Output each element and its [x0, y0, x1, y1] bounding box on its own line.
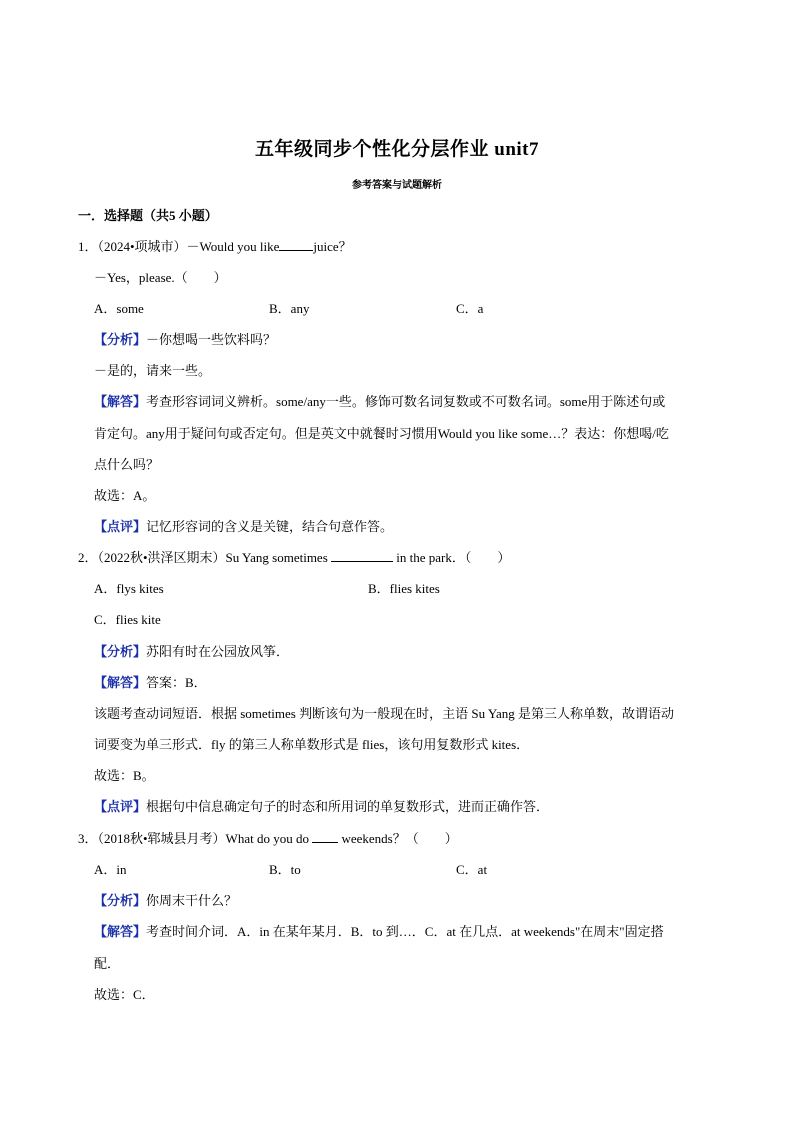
q2-blank [331, 549, 393, 562]
q1-answer [94, 393, 665, 411]
q3-stem [78, 830, 458, 848]
q2-comment-text: 根据句中信息确定句子的时态和所用词的单复数形式，进而正确作答． [146, 799, 550, 814]
q2-explanation-line2: 词要变为单三形式．fly 的第三人称单数形式是 flies，该句用复数形式 kites． [94, 737, 530, 752]
q1-option-a: A．some [94, 301, 144, 316]
q2-option-c: C．flies kite [94, 612, 161, 627]
q1-option-c: C．a [456, 301, 484, 316]
q3-option-a: A．in [94, 862, 127, 877]
analysis-tag: 【分析】 [94, 332, 147, 347]
answer-tag: 【解答】 [94, 675, 147, 690]
q2-answer-text: 答案：B． [146, 675, 207, 690]
q2-choice: 故选：B。 [94, 768, 155, 783]
q1-option-b: B．any [269, 301, 310, 316]
q1-analysis [94, 331, 276, 349]
analysis-tag: 【分析】 [94, 893, 147, 908]
comment-tag: 【点评】 [94, 519, 147, 534]
analysis-tag: 【分析】 [94, 644, 147, 659]
q2-comment [94, 798, 549, 816]
q3-option-c: C．at [456, 862, 488, 877]
q2-analysis [94, 643, 289, 661]
q3-stem-text: 3．（2018秋•郓城县月考）What do you do [78, 831, 309, 846]
q2-explanation-line1: 该题考查动词短语．根据 sometimes 判断该句为一般现在时，主语 Su Yang 是第三人称单数，故谓语动 [94, 706, 674, 721]
q2-answer [94, 674, 207, 692]
q1-stem-line2: －Yes，please.（ ） [94, 270, 227, 285]
q1-analysis-line2: －是的，请来一些。 [94, 363, 212, 378]
answer-tag: 【解答】 [94, 394, 147, 409]
answer-tag: 【解答】 [94, 924, 147, 939]
q1-comment-text: 记忆形容词的含义是关键，结合句意作答。 [146, 519, 394, 534]
q3-answer-text: 考查时间介词．A．in 在某年某月．B．to 到…．C．at 在几点．at weekends"在周末"固定搭 [146, 924, 664, 939]
q2-option-b: B．flies kites [368, 581, 440, 596]
q1-analysis-text: －你想喝一些饮料吗？ [146, 332, 277, 347]
q1-blank [279, 238, 313, 251]
q1-answer-line2: 肯定句。any用于疑问句或否定句。但是英文中就餐时习惯用Would you like some…？表达：你想喝/吃 [94, 426, 669, 441]
q1-comment [94, 518, 393, 536]
q2-stem-text-end: in the park．（ ） [396, 550, 511, 565]
q3-blank [312, 830, 338, 843]
section-heading: 一．选择题（共5 小题） [78, 208, 218, 223]
q1-answer-line3: 点什么吗？ [94, 457, 160, 472]
q3-analysis-text: 你周末干什么？ [146, 893, 238, 908]
page-title: 五年级同步个性化分层作业 unit7 [255, 139, 539, 160]
q3-choice: 故选：C． [94, 987, 155, 1002]
q2-option-a: A．flys kites [94, 581, 164, 596]
q1-stem-text: 1．（2024•项城市）－Would you like [78, 239, 280, 254]
q3-stem-text-end: weekends？（ ） [341, 831, 458, 846]
q2-analysis-text: 苏阳有时在公园放风筝． [146, 644, 290, 659]
q3-answer [94, 923, 664, 941]
q1-answer-text: 考查形容词词义辨析。some/any一些。修饰可数名词复数或不可数名词。some用于陈述句或 [146, 394, 666, 409]
q2-stem [78, 549, 510, 567]
q3-answer-line2: 配． [94, 956, 121, 971]
q1-choice: 故选：A。 [94, 488, 156, 503]
page-subtitle: 参考答案与试题解析 [352, 180, 442, 191]
comment-tag: 【点评】 [94, 799, 147, 814]
q3-option-b: B．to [269, 862, 301, 877]
q3-analysis [94, 892, 237, 910]
q2-stem-text: 2．（2022秋•洪泽区期末）Su Yang sometimes [78, 550, 328, 565]
q1-stem [78, 238, 352, 256]
q1-stem-text-end: juice？ [313, 239, 352, 254]
